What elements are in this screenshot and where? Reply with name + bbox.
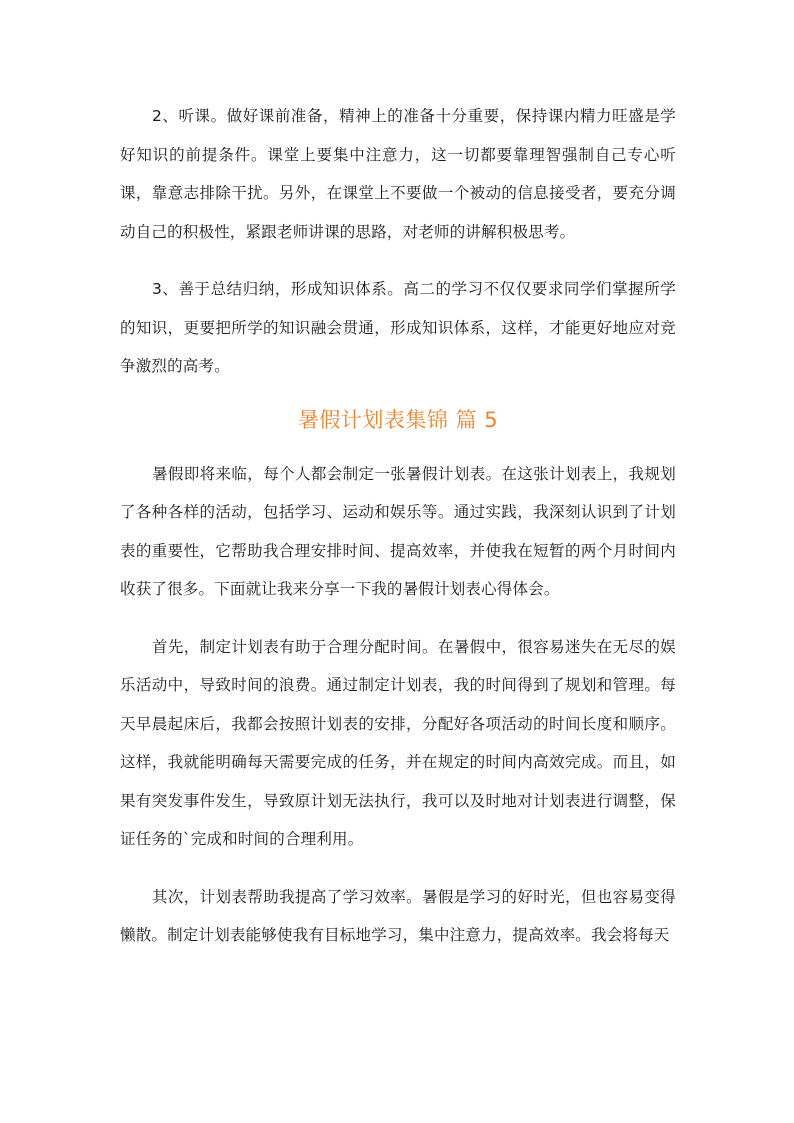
paragraph-listening: 2、听课。做好课前准备，精神上的准备十分重要，保持课内精力旺盛是学好知识的前提条件。课堂上要集中注意力，这一切都要靠理智强制自己专心听课，靠意志排除干扰。另外，在课堂上不要做一个被动的信息接受者，要充分调动自己的积极性，紧跟老师讲课的思路，对老师的讲解积极思考。 [120, 107, 676, 241]
paragraph-second: 其次，计划表帮助我提高了学习效率。暑假是学习的好时光，但也容易变得懒散。制定计划表能够使我有目标地学习，集中注意力，提高效率。我会将每天 [120, 887, 676, 944]
document-page [120, 97, 676, 955]
section-title: 暑假计划表集锦 篇 5 [297, 407, 499, 432]
paragraph-gap [120, 859, 676, 878]
paragraph-gap [120, 251, 676, 270]
paragraph-intro: 暑假即将来临，每个人都会制定一张暑假计划表。在这张计划表上，我规划了各种各样的活动，包括学习、运动和娱乐等。通过实践，我深刻认识到了计划表的重要性，它帮助我合理安排时间、提高效率，并使我在短暂的两个月时间内收获了很多。下面就让我来分享一下我的暑假计划表心得体会。 [120, 464, 676, 598]
paragraph-summarize: 3、善于总结归纳，形成知识体系。高二的学习不仅仅要求同学们掌握所学的知识，更要把所学的知识融会贯通，形成知识体系，这样，才能更好地应对竞争激烈的高考。 [120, 280, 676, 375]
paragraph-gap [120, 609, 676, 628]
paragraph-first: 首先，制定计划表有助于合理分配时间。在暑假中，很容易迷失在无尽的娱乐活动中，导致时间的浪费。通过制定计划表，我的时间得到了规划和管理。每天早晨起床后，我都会按照计划表的安排，分配好各项活动的时间长度和顺序。这样，我就能明确每天需要完成的任务，并在规定的时间内高效完成。而且，如果有突发事件发生，导致原计划无法执行，我可以及时地对计划表进行调整，保证任务的`完成和时间的合理利用。 [120, 637, 676, 848]
